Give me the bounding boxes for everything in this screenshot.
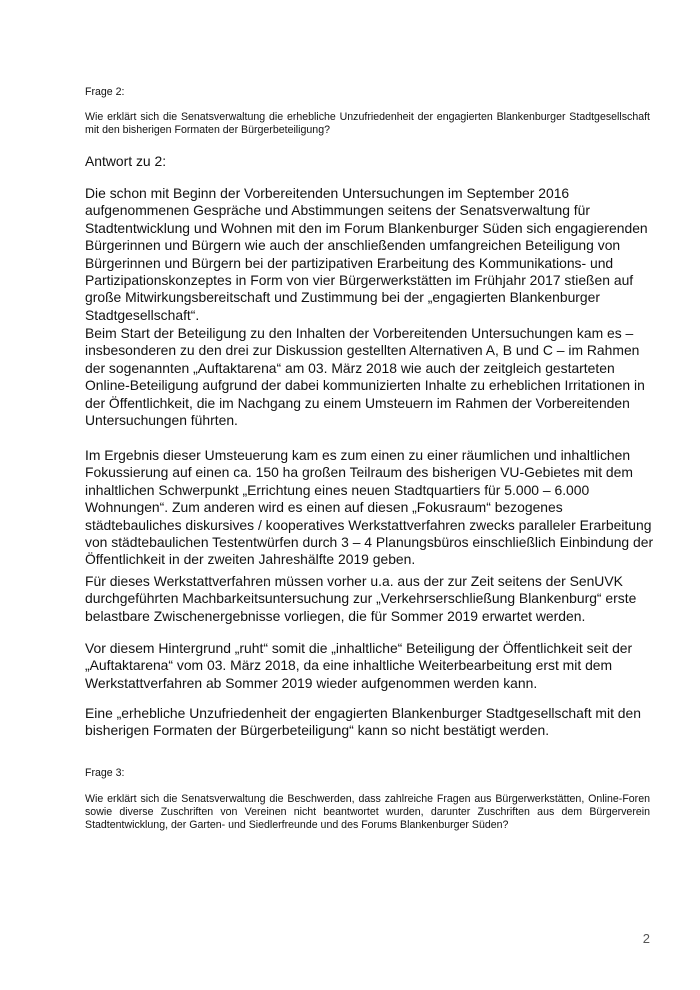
answer-paragraph-4: Für dieses Werkstattverfahren müssen vorher u.a. aus der zur Zeit seitens der SenUVK durchgeführten Machbarkeitsuntersuchung zur „Verkehrserschließung Blankenburg“ erste belastbare Zwischenergebnisse vorliegen, die für Sommer 2019 erwartet werden. [85, 573, 637, 624]
frage2-question: Wie erklärt sich die Senatsverwaltung die erhebliche Unzufriedenheit der engagierten Blankenburger Stadtgesellschaft mit den bisherigen Formaten der Bürgerbeteiligung? [85, 111, 650, 136]
answer-paragraph-2: Beim Start der Beteiligung zu den Inhalten der Vorbereitenden Untersuchungen kam es – insbesonderen zu den drei zur Diskussion gestellten Alternativen A, B und C – im Rahmen der sogenannten „Auftaktarena“ am 03. März 2018 wie auch der zeitgleich gestarteten Online-Beteiligung aufgrund der dabei kommunizierten Inhalte zu erheblichen Irritationen in der Öffentlichkeit, die im Nachgang zu einem Umsteuern im Rahmen der Vorbereitenden Untersuchungen führten. [85, 325, 645, 429]
frage3-question: Wie erklärt sich die Senatsverwaltung die Beschwerden, dass zahlreiche Fragen aus Bürgerwerkstätten, Online-Foren sowie diverse Zuschriften von Vereinen nicht beantwortet wurden, darunter Zuschriften aus dem Bürgerverein Stadtentwicklung, der Garten- und Siedlerfreunde und des Forums Blankenburger Süden? [85, 793, 650, 831]
frage2-label: Frage 2: [85, 86, 125, 98]
answer-paragraph-1: Die schon mit Beginn der Vorbereitenden Untersuchungen im September 2016 aufgenommenen Gespräche und Abstimmungen seitens der Senatsverwaltung für Stadtentwicklung und Wohnen mit den im Forum Blankenburger Süden sich engagierenden Bürgerinnen und Bürgern wie auch der anschließenden umfangreichen Beteiligung von Bürgerinnen und Bürgern bei der partizipativen Erarbeitung des Kommunikations- und Partizipationskonzeptes in Form von vier Bürgerwerkstätten im Frühjahr 2017 stießen auf große Mitwirkungsbereitschaft und Zustimmung bei der „engagierten Blankenburger Stadtgesellschaft“. [85, 185, 648, 323]
answer-paragraph-3: Im Ergebnis dieser Umsteuerung kam es zum einen zu einer räumlichen und inhaltlichen Fokussierung auf einen ca. 150 ha großen Teilraum des bisherigen VU-Gebietes mit dem inhaltlichen Schwerpunkt „Errichtung eines neuen Stadtquartiers für 5.000 – 6.000 Wohnungen“. Zum anderen wird es einen auf diesen „Fokusraum“ bezogenes städtebauliches diskursives / kooperatives Werkstattverfahren zwecks paralleler Erarbeitung von städtebaulichen Testentwürfen durch 3 – 4 Planungsbüros einschließlich Einbindung der Öffentlichkeit in der zweiten Jahreshälfte 2019 geben. [85, 447, 654, 568]
page-number: 2 [642, 931, 650, 946]
answer-paragraph-5: Vor diesem Hintergrund „ruht“ somit die „inhaltliche“ Beteiligung der Öffentlichkeit seit der „Auftaktarena“ vom 03. März 2018, da eine inhaltliche Weiterbearbeitung erst mit dem Werkstattverfahren ab Sommer 2019 wieder aufgenommen werden kann. [85, 640, 633, 691]
answer-paragraph-6: Eine „erhebliche Unzufriedenheit der engagierten Blankenburger Stadtgesellschaft mit den bisherigen Formaten der Bürgerbeteiligung“ kann so nicht bestätigt werden. [85, 705, 641, 739]
antwort2-heading: Antwort zu 2: [85, 153, 167, 169]
frage3-label: Frage 3: [85, 767, 125, 779]
